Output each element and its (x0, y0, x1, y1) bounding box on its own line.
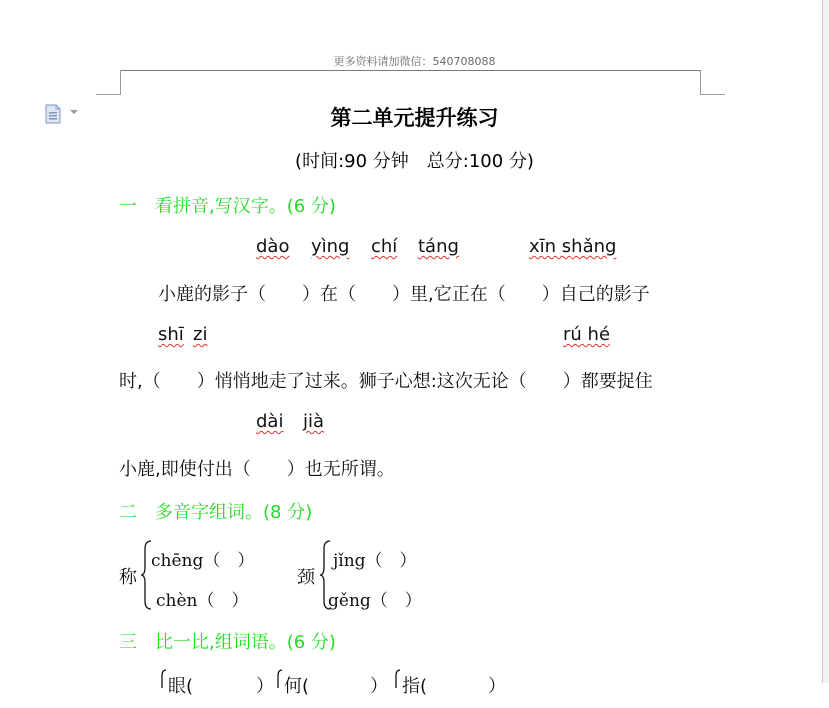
section-3-heading: 三 比一比,组词语。(6 分) (119, 632, 336, 653)
compare-item-1-close: ） (256, 676, 274, 697)
polyphone-char-cheng: 称 (119, 567, 137, 588)
exercise-line-3: 小鹿,即使付出（ ）也无所谓。 (119, 459, 395, 480)
crop-mark-right-horizontal (700, 94, 725, 95)
brace-icon (274, 668, 284, 708)
crop-mark-left-vertical (120, 70, 121, 94)
page-title: 第二单元提升练习 (330, 106, 499, 130)
pinyin-dao: dào (256, 236, 290, 257)
pinyin-jia: jià (303, 411, 325, 432)
compare-item-1: 眼( (168, 676, 194, 697)
page-subtitle: (时间:90 分钟 总分:100 分) (295, 151, 534, 172)
compare-item-2: 何( (284, 676, 310, 697)
section-1-heading: 一 看拼音,写汉字。(6 分) (119, 196, 336, 217)
pinyin-tang: táng (418, 236, 459, 257)
exercise-line-1: 小鹿的影子（ ）在（ ）里,它正在（ ）自己的影子 (158, 284, 650, 305)
polyphone-char-jing: 颈 (297, 567, 315, 588)
crop-mark-left-horizontal (96, 94, 121, 95)
section-2-heading: 二 多音字组词。(8 分) (119, 502, 313, 523)
brace-icon (392, 668, 402, 708)
pinyin-xinshang: xīn shǎng (529, 236, 617, 257)
compare-item-3: 指( (402, 676, 428, 697)
polyphone-item-cheng: chēng（ ） (151, 551, 255, 571)
compare-item-2-close: ） (370, 676, 388, 697)
crop-mark-right-vertical (700, 70, 701, 94)
pinyin-ying: yìng (311, 236, 350, 257)
polyphone-item-jing: jǐng（ ） (333, 551, 417, 571)
pinyin-dai: dài (256, 411, 284, 432)
pinyin-zi: zi (193, 324, 208, 345)
pinyin-ruhe: rú hé (563, 324, 611, 345)
header-divider (120, 70, 700, 71)
polyphone-item-chen: chèn（ ） (156, 591, 249, 611)
compare-item-3-close: ） (488, 676, 506, 697)
exercise-line-2: 时,（ ）悄悄地走了过来。狮子心想:这次无论（ ）都要捉住 (119, 371, 653, 392)
polyphone-item-geng: gěng（ ） (328, 591, 422, 611)
pinyin-chi: chí (371, 236, 398, 257)
page-header-text: 更多资料请加微信：540708088 (333, 55, 496, 68)
brace-icon (158, 668, 168, 708)
pinyin-shi: shī (158, 324, 184, 345)
